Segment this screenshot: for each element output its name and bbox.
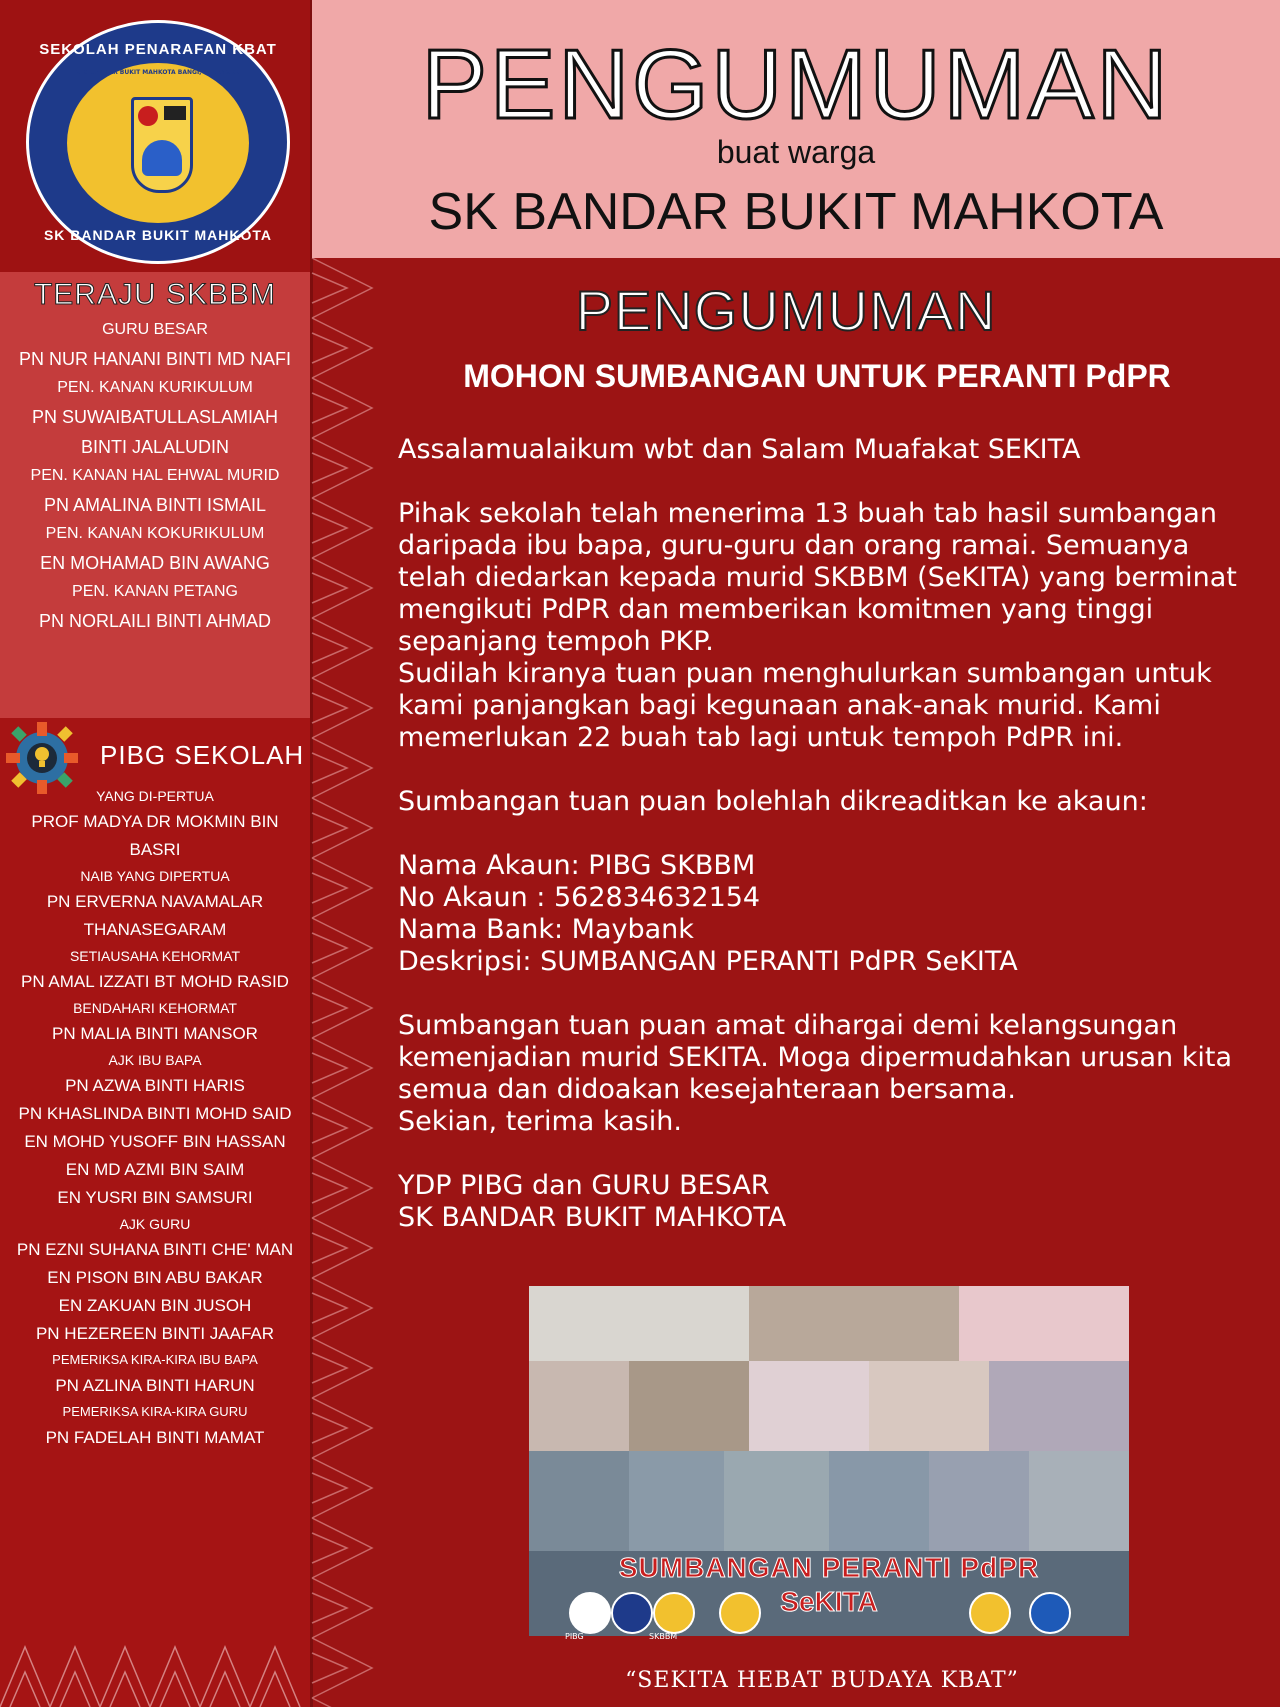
photo-handover-7 bbox=[989, 1361, 1129, 1451]
teraju-heading: TERAJU SKBBM bbox=[33, 278, 277, 311]
announcement-heading: PENGUMUMAN bbox=[575, 279, 997, 342]
pibg-name: PN KHASLINDA BINTI MOHD SAID bbox=[18, 1104, 292, 1123]
photo-handover-6 bbox=[869, 1361, 989, 1451]
header-school-name: SK BANDAR BUKIT MAHKOTA bbox=[428, 183, 1164, 241]
ministry-logo-icon bbox=[1029, 1592, 1071, 1634]
greeting: Assalamualaikum wbt dan Salam Muafakat SEKITA bbox=[398, 434, 1081, 465]
logo-inner-circle bbox=[67, 63, 249, 223]
announcement-subheading: MOHON SUMBANGAN UNTUK PERANTI PdPR bbox=[463, 358, 1171, 394]
pibg-name: PN AMAL IZZATI BT MOHD RASID bbox=[21, 972, 289, 991]
pibg-name: PN AZLINA BINTI HARUN bbox=[55, 1376, 255, 1395]
teraju-panel bbox=[0, 272, 310, 718]
photo-collage bbox=[529, 1286, 1129, 1641]
pibg-role: PEMERIKSA KIRA-KIRA IBU BAPA bbox=[52, 1352, 258, 1367]
photo-handover-10 bbox=[724, 1451, 829, 1551]
pibg-name: PROF MADYA DR MOKMIN BIN BASRI bbox=[31, 812, 279, 859]
pibg-name: EN YUSRI BIN SAMSURI bbox=[57, 1188, 253, 1207]
pibg-role: PEMERIKSA KIRA-KIRA GURU bbox=[62, 1404, 248, 1419]
account-name: Nama Akaun: PIBG SKBBM bbox=[398, 850, 756, 881]
page-title: PENGUMUMAN bbox=[421, 29, 1171, 139]
pibg-name: EN PISON BIN ABU BAKAR bbox=[47, 1268, 263, 1287]
main-content bbox=[382, 258, 1280, 1707]
photo-handover-1 bbox=[749, 1286, 959, 1361]
header-banner bbox=[312, 0, 1280, 258]
teraju-role: PEN. KANAN KOKURIKULUM bbox=[45, 525, 265, 542]
side-pattern-decoration bbox=[312, 258, 382, 1707]
skbbm-logo-icon bbox=[653, 1592, 695, 1634]
sidebar bbox=[0, 0, 313, 1707]
signature-line-2: SK BANDAR BUKIT MAHKOTA bbox=[398, 1202, 787, 1233]
collage-caption-sekita: SeKITA bbox=[780, 1586, 878, 1617]
teraju-name: EN MOHAMAD BIN AWANG bbox=[40, 553, 270, 573]
pibg-logo-icon bbox=[569, 1592, 611, 1634]
mortarboard-icon bbox=[164, 106, 186, 120]
pibg-role: BENDAHARI KEHORMAT bbox=[73, 1000, 237, 1016]
teraju-roster bbox=[0, 316, 310, 636]
teraju-name: PN NUR HANANI BINTI MD NAFI bbox=[18, 349, 291, 369]
pibg-header bbox=[0, 718, 310, 768]
photo-handover-2 bbox=[959, 1286, 1129, 1361]
pibg-panel bbox=[0, 718, 310, 1707]
photo-handover-3 bbox=[529, 1361, 629, 1451]
photo-handover-5 bbox=[749, 1361, 869, 1451]
photo-handover-8 bbox=[529, 1451, 629, 1551]
paragraph-donations: Pihak sekolah telah menerima 13 buah tab hasil sumbangan daripada ibu bapa, guru-guru dan orang ramai. Semuanya telah diedarkan kepada murid SKBBM (SeKITA) yang berminat mengikuti PdPR dan memberikan komitmen yang tinggi sepanjang tempoh PKP. Sudilah kiranya tuan puan menghulurkan sumbangan untuk kami panjangkan bagi kegunaan anak-anak murid. Kami memerlukan 22 buah tab lagi untuk tempoh PdPR ini. bbox=[398, 498, 1237, 753]
pibg-name: PN HEZEREEN BINTI JAAFAR bbox=[35, 1324, 275, 1343]
pibg-role: NAIB YANG DIPERTUA bbox=[80, 868, 230, 884]
family-icon bbox=[142, 140, 182, 176]
teraju-name: PN AMALINA BINTI ISMAIL bbox=[43, 495, 267, 515]
school-motto: “SEKITA HEBAT BUDAYA KBAT” bbox=[625, 1668, 1019, 1693]
payment-description: Deskripsi: SUMBANGAN PERANTI PdPR SeKITA bbox=[398, 946, 1018, 977]
collage-badge-skbbm: SKBBM bbox=[649, 1632, 678, 1641]
pibg-name: PN ERVERNA NAVAMALAR THANASEGARAM bbox=[46, 892, 264, 939]
photo-handover-9 bbox=[629, 1451, 724, 1551]
logo-ring-bottom-text: SK BANDAR BUKIT MAHKOTA bbox=[43, 227, 273, 243]
teraju-role: GURU BESAR bbox=[102, 321, 208, 338]
photo-handover-13 bbox=[1029, 1451, 1129, 1551]
signature-line-1: YDP PIBG dan GURU BESAR bbox=[398, 1170, 770, 1201]
closing-paragraph: Sumbangan tuan puan amat dihargai demi kelangsungan kemenjadian murid SEKITA. Moga dipermudahkan urusan kita semua dan didoakan kesejahteraan bersama. Sekian, terima kasih. bbox=[398, 1010, 1233, 1137]
account-intro: Sumbangan tuan puan bolehlah dikreaditkan ke akaun: bbox=[398, 786, 1148, 817]
teraju-name: PN SUWAIBATULLASLAMIAH BINTI JALALUDIN bbox=[31, 407, 279, 457]
teraju-name: PN NORLAILI BINTI AHMAD bbox=[38, 611, 272, 631]
district-crest-icon bbox=[969, 1592, 1011, 1634]
school-badge-icon bbox=[611, 1592, 653, 1634]
school-logo bbox=[26, 20, 290, 264]
photo-gift-bags bbox=[529, 1286, 749, 1361]
teraju-role: PEN. KANAN HAL EHWAL MURID bbox=[30, 467, 280, 484]
account-number: No Akaun : 562834632154 bbox=[398, 882, 761, 913]
pibg-role: YANG DI-PERTUA bbox=[96, 788, 214, 804]
pibg-role: AJK IBU BAPA bbox=[108, 1052, 202, 1068]
teraju-role: PEN. KANAN PETANG bbox=[72, 583, 238, 600]
songket-pattern-decoration bbox=[0, 1587, 310, 1707]
logo-inner-text: S.K BANDAR BUKIT MAHKOTA BANGI, SELANGOR bbox=[75, 69, 241, 76]
state-crest-icon bbox=[719, 1592, 761, 1634]
pibg-name: PN EZNI SUHANA BINTI CHE' MAN bbox=[16, 1240, 294, 1259]
photo-handover-4 bbox=[629, 1361, 749, 1451]
bank-name: Nama Bank: Maybank bbox=[398, 914, 694, 945]
pibg-role: AJK GURU bbox=[119, 1216, 191, 1232]
photo-handover-12 bbox=[929, 1451, 1029, 1551]
photo-handover-11 bbox=[829, 1451, 929, 1551]
collage-badge-pibg: PIBG bbox=[565, 1632, 584, 1641]
teraju-role: PEN. KANAN KURIKULUM bbox=[57, 379, 253, 396]
header-subtitle: buat warga bbox=[716, 134, 876, 170]
logo-shield-icon bbox=[131, 97, 193, 193]
pibg-name: PN FADELAH BINTI MAMAT bbox=[45, 1428, 265, 1447]
pibg-roster bbox=[0, 784, 310, 1452]
logo-ring-top-text: SEKOLAH PENARAFAN KBAT bbox=[39, 41, 277, 58]
logo-panel bbox=[0, 0, 310, 272]
collage-caption: SUMBANGAN PERANTI PdPR bbox=[618, 1552, 1040, 1583]
pibg-name: PN MALIA BINTI MANSOR bbox=[52, 1024, 258, 1043]
pibg-name: EN MOHD YUSOFF BIN HASSAN bbox=[24, 1132, 286, 1151]
pibg-name: EN ZAKUAN BIN JUSOH bbox=[58, 1296, 252, 1315]
pibg-role: SETIAUSAHA KEHORMAT bbox=[69, 948, 241, 964]
pibg-name: EN MD AZMI BIN SAIM bbox=[65, 1160, 245, 1179]
pibg-name: PN AZWA BINTI HARIS bbox=[65, 1076, 245, 1095]
pibg-heading: PIBG SEKOLAH bbox=[100, 740, 305, 770]
announcement-body bbox=[398, 434, 1258, 1234]
hibiscus-icon bbox=[138, 106, 158, 126]
